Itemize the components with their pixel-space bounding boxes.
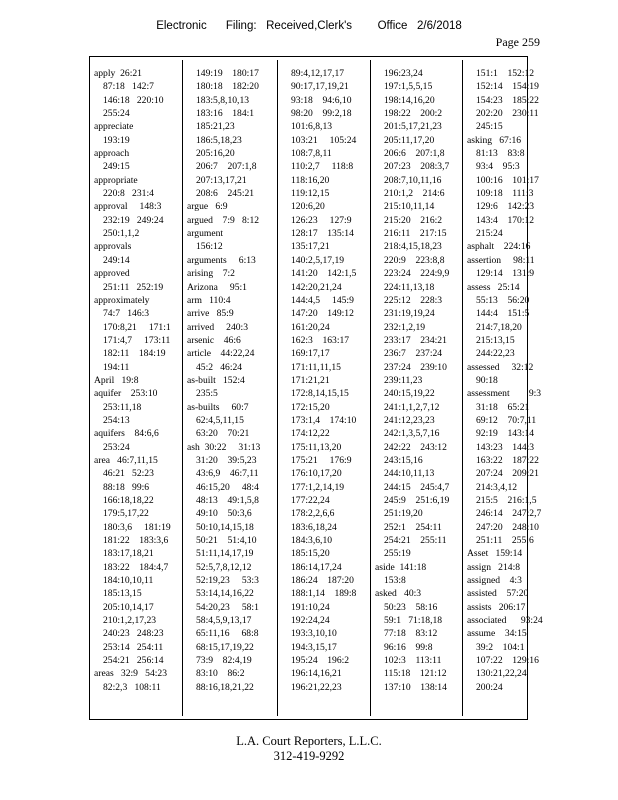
index-entry-continuation: 232:19 249:24 [103, 214, 164, 226]
index-entry-continuation: 183:17,18,21 [103, 548, 154, 560]
index-entry-continuation: 126:23 127:9 [291, 214, 352, 226]
index-entry-continuation: 196:14,16,21 [291, 668, 342, 680]
index-entry-continuation: 194:3,15,17 [291, 641, 337, 653]
index-entry-continuation: 177:22,24 [291, 495, 330, 506]
index-entry-continuation: 51:11,14,17,19 [196, 548, 254, 560]
index-entry-continuation: 220:9 223:8,8 [384, 254, 445, 266]
index-entry-continuation: 62:4,5,11,15 [196, 414, 244, 426]
index-entry-continuation: 214:7,18,20 [476, 321, 522, 333]
index-entry-continuation: 90:17,17,19,21 [291, 81, 349, 93]
index-entry-continuation: 244:10,11,13 [384, 468, 435, 480]
index-entry-continuation: 144:4,5 145:9 [291, 294, 354, 306]
index-entry-continuation: 239:11,23 [384, 374, 423, 386]
index-entry-continuation: 200:24 [476, 681, 503, 693]
index-entry-continuation: 54:20,23 58:1 [196, 601, 259, 613]
index-entry: arrive 85:9 [187, 308, 234, 320]
index-entry-continuation: 73:9 82:4,19 [196, 655, 252, 667]
index-entry: assign 214:8 [467, 561, 521, 573]
index-entry: argument [187, 228, 224, 240]
index-entry-continuation: 169:17,17 [291, 348, 330, 360]
index-entry: assigned 4:3 [467, 575, 522, 587]
index-entry: approved [94, 268, 130, 280]
index-entry-continuation: 253:11,18 [103, 401, 142, 413]
index-entry-continuation: 197:1,5,5,15 [384, 81, 433, 93]
index-entry: associated 93:24 [467, 615, 543, 627]
index-entry: arising 7:2 [187, 268, 235, 280]
index-entry-continuation: 192:24,24 [291, 615, 330, 627]
index-entry-continuation: 246:14 247:2,7 [476, 508, 542, 520]
index-entry-continuation: 110:2,7 118:8 [291, 161, 354, 173]
index-entry-continuation: 31:20 39:5,23 [196, 454, 257, 466]
index-entry: assisted 57:20 [467, 588, 529, 600]
index-entry-continuation: 68:15,17,19,22 [196, 641, 254, 653]
index-entry-continuation: 250:1,1,2 [103, 228, 140, 240]
index-entry: areas 32:9 54:23 [94, 668, 168, 680]
index-entry-continuation: 193:3,10,10 [291, 628, 337, 640]
index-entry-continuation: 178:2,2,6,6 [291, 508, 335, 520]
index-entry: assists 206:17 [467, 601, 526, 613]
index-entry-continuation: 177:1,2,14,19 [291, 481, 345, 493]
index-entry-continuation: 87:18 142:7 [103, 81, 154, 93]
index-frame [89, 56, 543, 720]
index-entry-continuation: 223:24 224:9,9 [384, 268, 450, 280]
index-entry-continuation: 242:22 243:12 [384, 441, 447, 453]
index-entry-continuation: 194:11 [103, 361, 130, 373]
index-entry-continuation: 115:18 121:12 [384, 668, 447, 680]
index-entry-continuation: 207:24 209:21 [476, 468, 539, 480]
index-entry-continuation: 119:12,15 [291, 188, 330, 200]
index-entry-continuation: 50:10,14,15,18 [196, 521, 254, 533]
index-entry-continuation: 179:5,17,22 [103, 508, 149, 520]
index-entry-continuation: 198:14,16,20 [384, 94, 435, 106]
index-entry-continuation: 201:5,17,21,23 [384, 121, 442, 133]
index-entry-continuation: 93:18 94:6,10 [291, 94, 352, 106]
index-entry-continuation: 185:15,20 [291, 548, 330, 560]
index-entry-continuation: 206:7 207:1,8 [196, 161, 257, 173]
index-column-1 [90, 67, 181, 712]
index-entry-continuation: 45:2 46:24 [196, 361, 243, 373]
index-entry: asking 67:16 [467, 134, 522, 146]
index-entry-continuation: 93:4 95:3 [476, 161, 520, 173]
index-entry-continuation: 120:6,20 [291, 201, 325, 213]
index-entry: area 46:7,11,15 [94, 454, 158, 466]
index-entry-continuation: 176:10,17,20 [291, 468, 342, 480]
index-entry-continuation: 175:11,13,20 [291, 441, 342, 453]
index-entry-continuation: 92:19 143:14 [476, 428, 535, 440]
index-entry-continuation: 103:21 105:24 [291, 134, 357, 146]
index-entry-continuation: 255:24 [103, 108, 130, 120]
index-entry-continuation: 156:12 [196, 241, 223, 253]
index-entry-continuation: 193:19 [103, 134, 130, 146]
index-entry: approval 148:3 [94, 201, 162, 213]
index-entry-continuation: 183:5,8,10,13 [196, 94, 250, 106]
index-entry-continuation: 241:12,23,23 [384, 414, 435, 426]
index-entry-continuation: 180:18 182:20 [196, 81, 259, 93]
index-entry: arrived 240:3 [187, 321, 249, 333]
index-entry-continuation: 210:1,2,17,23 [103, 615, 157, 627]
index-entry-continuation: 58:4,5,9,13,17 [196, 615, 252, 627]
index-entry-continuation: 171:11,11,15 [291, 361, 341, 373]
index-entry: aquifer 253:10 [94, 388, 158, 400]
index-entry-continuation: 130:21,22,24 [476, 668, 527, 680]
index-entry-continuation: 96:16 99:8 [384, 641, 433, 653]
index-entry-continuation: 149:19 180:17 [196, 68, 259, 79]
index-entry-continuation: 253:14 254:11 [103, 641, 164, 653]
index-entry-continuation: 184:10,10,11 [103, 575, 154, 587]
index-entry: approach [94, 148, 130, 160]
index-entry: assessment 9:3 [467, 388, 542, 400]
index-entry: assertion 98:11 [467, 254, 535, 266]
page-footer [0, 734, 618, 764]
index-entry-continuation: 255:19 [384, 548, 411, 560]
index-entry-continuation: 249:15 [103, 161, 130, 173]
index-entry-continuation: 107:22 129:16 [476, 655, 539, 667]
index-entry: arsenic 46:6 [187, 334, 241, 346]
index-entry-continuation: 100:16 101:17 [476, 174, 539, 186]
index-entry-continuation: 82:2,3 108:11 [103, 681, 161, 693]
index-entry: aside 141:18 [375, 561, 427, 573]
index-entry-continuation: 140:2,5,17,19 [291, 254, 345, 266]
index-entry-continuation: 143:4 170:12 [476, 214, 535, 226]
index-entry-continuation: 152:14 154:19 [476, 81, 539, 93]
index-entry-continuation: 205:10,14,17 [103, 601, 154, 613]
index-entry-continuation: 196:21,22,23 [291, 681, 342, 693]
index-entry-continuation: 216:11 217:15 [384, 228, 447, 240]
index-column-2 [183, 67, 276, 712]
index-entry-continuation: 215:20 216:2 [384, 214, 443, 226]
index-entry-continuation: 196:23,24 [384, 68, 423, 79]
index-entry-continuation: 129:14 131:9 [476, 268, 535, 280]
index-entry-continuation: 205:16,20 [196, 148, 235, 160]
index-entry-continuation: 153:8 [384, 575, 406, 587]
index-entry-continuation: 151:1 152:12 [476, 68, 535, 79]
index-entry-continuation: 215:24 [476, 228, 503, 240]
index-entry-continuation: 207:23 208:3,7 [384, 161, 450, 173]
index-entry-continuation: 52:19,23 53:3 [196, 575, 259, 587]
index-entry-continuation: 49:10 50:3,6 [196, 508, 252, 520]
index-entry-continuation: 50:21 51:4,10 [196, 535, 257, 547]
index-entry-continuation: 59:1 71:18,18 [384, 615, 443, 627]
index-entry: ash 30:22 31:13 [187, 441, 261, 453]
index-entry-continuation: 141:20 142:1,5 [291, 268, 357, 280]
index-entry-continuation: 183:16 184:1 [196, 108, 255, 120]
index-entry-continuation: 253:24 [103, 441, 130, 453]
index-entry: approvals [94, 241, 132, 253]
index-entry-continuation: 170:8,21 171:1 [103, 321, 171, 333]
index-entry: approximately [94, 294, 150, 306]
index-entry: Arizona 95:1 [187, 281, 247, 293]
index-entry-continuation: 135:17,21 [291, 241, 330, 253]
index-entry-continuation: 48:13 49:1,5,8 [196, 495, 259, 506]
index-entry-continuation: 251:11 255:6 [476, 535, 534, 547]
index-entry-continuation: 205:11,17,20 [384, 134, 435, 146]
index-entry-continuation: 185:21,23 [196, 121, 235, 133]
footer-company: L.A. Court Reporters, L.L.C. [236, 734, 382, 748]
index-entry-continuation: 207:13,17,21 [196, 174, 247, 186]
index-entry-continuation: 183:22 184:4,7 [103, 561, 169, 573]
index-entry-continuation: 46:21 52:23 [103, 468, 154, 480]
index-entry-continuation: 161:20,24 [291, 321, 330, 333]
index-entry: appropriate [94, 174, 138, 186]
index-entry-continuation: 118:16,20 [291, 174, 330, 186]
index-entry-continuation: 215:10,11,14 [384, 201, 435, 213]
index-entry-continuation: 233:17 234:21 [384, 334, 447, 346]
index-entry: asked 40:3 [375, 588, 422, 600]
index-entry-continuation: 108:7,8,11 [291, 148, 332, 160]
index-entry-continuation: 243:15,16 [384, 454, 423, 466]
index-entry-continuation: 154:23 185:22 [476, 94, 539, 106]
index-entry: Asset 159:14 [467, 548, 523, 560]
index-entry-continuation: 182:11 184:19 [103, 348, 166, 360]
index-column-5 [463, 67, 543, 712]
index-entry-continuation: 52:5,7,8,12,12 [196, 561, 252, 573]
index-entry-continuation: 218:4,15,18,23 [384, 241, 442, 253]
index-entry-continuation: 81:13 83:8 [476, 148, 525, 160]
index-entry-continuation: 98:20 99:2,18 [291, 108, 352, 120]
index-entry-continuation: 162:3 163:17 [291, 334, 350, 346]
index-entry-continuation: 240:23 248:23 [103, 628, 164, 640]
index-entry-continuation: 247:20 248:10 [476, 521, 539, 533]
index-entry-continuation: 244:22,23 [476, 348, 515, 360]
index-entry-continuation: 183:6,18,24 [291, 521, 337, 533]
index-entry-continuation: 53:14,14,16,22 [196, 588, 254, 600]
index-entry-continuation: 180:3,6 181:19 [103, 521, 171, 533]
index-entry-continuation: 191:10,24 [291, 601, 330, 613]
index-column-3 [278, 67, 369, 712]
index-entry-continuation: 181:22 183:3,6 [103, 535, 169, 547]
index-entry-continuation: 215:13,15 [476, 334, 515, 346]
index-entry-continuation: 46:15,20 48:4 [196, 481, 259, 493]
index-entry-continuation: 188:1,14 189:8 [291, 588, 357, 600]
index-entry-continuation: 172:15,20 [291, 401, 330, 413]
index-entry-continuation: 128:17 135:14 [291, 228, 354, 240]
index-entry-continuation: 208:6 245:21 [196, 188, 255, 200]
index-entry-continuation: 202:20 230:11 [476, 108, 539, 120]
index-entry-continuation: 245:15 [476, 121, 503, 133]
index-entry-continuation: 172:8,14,15,15 [291, 388, 349, 400]
index-entry-continuation: 171:4,7 173:11 [103, 334, 171, 346]
index-entry-continuation: 184:3,6,10 [291, 535, 333, 547]
index-entry-continuation: 220:8 231:4 [103, 188, 154, 200]
index-entry-continuation: 69:12 70:7,11 [476, 414, 537, 426]
index-entry-continuation: 144:4 151:5 [476, 308, 530, 320]
index-entry-continuation: 236:7 237:24 [384, 348, 443, 360]
index-entry-continuation: 251:11 252:19 [103, 281, 164, 293]
index-entry-continuation: 83:10 86:2 [196, 668, 245, 680]
index-entry: assess 25:14 [467, 281, 520, 293]
index-entry-continuation: 65:11,16 68:8 [196, 628, 259, 640]
index-entry-continuation: 129:6 142:23 [476, 201, 535, 213]
index-entry-continuation: 142:20,21,24 [291, 281, 342, 293]
index-entry-continuation: 244:15 245:4,7 [384, 481, 450, 493]
index-entry-continuation: 242:1,3,5,7,16 [384, 428, 440, 440]
index-entry-continuation: 231:19,19,24 [384, 308, 435, 320]
index-entry-continuation: 163:22 187:22 [476, 454, 539, 466]
index-entry-continuation: 210:1,2 214:6 [384, 188, 445, 200]
index-entry-continuation: 240:15,19,22 [384, 388, 435, 400]
index-entry-continuation: 251:19,20 [384, 508, 423, 520]
index-entry-continuation: 147:20 149:12 [291, 308, 354, 320]
index-entry-continuation: 146:18 220:10 [103, 94, 164, 106]
index-entry-continuation: 50:23 58:16 [384, 601, 438, 613]
index-entry-continuation: 225:12 228:3 [384, 294, 443, 306]
page-number: Page 259 [495, 35, 540, 49]
index-entry: assume 34:15 [467, 628, 527, 640]
index-entry-continuation: 143:23 144:3 [476, 441, 535, 453]
index-entry-continuation: 252:1 254:11 [384, 521, 442, 533]
index-entry-continuation: 241:1,1,2,7,12 [384, 401, 440, 413]
index-entry-continuation: 77:18 83:12 [384, 628, 438, 640]
index-entry: asphalt 224:16 [467, 241, 531, 253]
index-entry: article 44:22,24 [187, 348, 255, 360]
index-entry: arm 110:4 [187, 294, 231, 306]
index-entry-continuation: 245:9 251:6,19 [384, 495, 450, 506]
index-entry-continuation: 224:11,13,18 [384, 281, 435, 293]
index-entry: arguments 6:13 [187, 254, 256, 266]
index-entry-continuation: 173:1,4 174:10 [291, 414, 357, 426]
index-entry-continuation: 101:6,8,13 [291, 121, 333, 133]
index-entry-continuation: 88:18 99:6 [103, 481, 150, 493]
filing-header: Electronic Filing: Received,Clerk's Office 2/6/2018 [156, 20, 462, 32]
index-entry-continuation: 166:18,18,22 [103, 495, 154, 506]
index-entry-continuation: 74:7 146:3 [103, 308, 150, 320]
index-entry-continuation: 31:18 65:21 [476, 401, 530, 413]
index-entry-continuation: 63:20 70:21 [196, 428, 250, 440]
index-entry-continuation: 175:21 176:9 [291, 454, 352, 466]
index-entry-continuation: 186:24 187:20 [291, 575, 354, 587]
index-entry: aquifers 84:6,6 [94, 428, 159, 440]
index-entry-continuation: 174:12,22 [291, 428, 330, 440]
index-entry-continuation: 214:3,4,12 [476, 481, 518, 493]
index-entry-continuation: 235:5 [196, 388, 218, 400]
index-entry-continuation: 39:2 104:1 [476, 641, 525, 653]
index-entry-continuation: 232:1,2,19 [384, 321, 426, 333]
index-entry-continuation: 195:24 196:2 [291, 655, 350, 667]
index-entry: appreciate [94, 121, 134, 133]
index-entry-continuation: 102:3 113:11 [384, 655, 442, 667]
index-entry: argue 6:9 [187, 201, 228, 213]
footer-phone: 312-419-9292 [273, 749, 345, 763]
index-entry-continuation: 137:10 138:14 [384, 681, 447, 693]
index-entry: apply 26:21 [94, 68, 142, 79]
index-entry-continuation: 185:13,15 [103, 588, 142, 600]
index-entry-continuation: 186:5,18,23 [196, 134, 242, 146]
index-entry-continuation: 186:14,17,24 [291, 561, 342, 573]
index-entry-continuation: 215:5 216:1,5 [476, 495, 537, 506]
index-entry: April 19:8 [94, 374, 139, 386]
index-entry: assessed 32:12 [467, 361, 534, 373]
index-column-4 [371, 67, 461, 712]
index-entry-continuation: 55:13 56:20 [476, 294, 530, 306]
index-entry-continuation: 254:21 256:14 [103, 655, 164, 667]
index-entry-continuation: 43:6,9 46:7,11 [196, 468, 259, 480]
index-entry-continuation: 88:16,18,21,22 [196, 681, 254, 693]
index-entry-continuation: 206:6 207:1,8 [384, 148, 445, 160]
index-entry-continuation: 254:13 [103, 414, 130, 426]
index-entry-continuation: 90:18 [476, 374, 498, 386]
index-entry-continuation: 109:18 111:3 [476, 188, 534, 200]
index-entry-continuation: 249:14 [103, 254, 130, 266]
index-entry-continuation: 171:21,21 [291, 374, 330, 386]
index-entry-continuation: 89:4,12,17,17 [291, 68, 345, 79]
index-entry: as-builts 60:7 [187, 401, 249, 413]
index-entry-continuation: 237:24 239:10 [384, 361, 447, 373]
index-entry-continuation: 208:7,10,11,16 [384, 174, 442, 186]
index-entry-continuation: 198:22 200:2 [384, 108, 443, 120]
index-entry-continuation: 254:21 255:11 [384, 535, 447, 547]
index-entry: as-built 152:4 [187, 374, 245, 386]
index-entry: argued 7:9 8:12 [187, 214, 260, 226]
